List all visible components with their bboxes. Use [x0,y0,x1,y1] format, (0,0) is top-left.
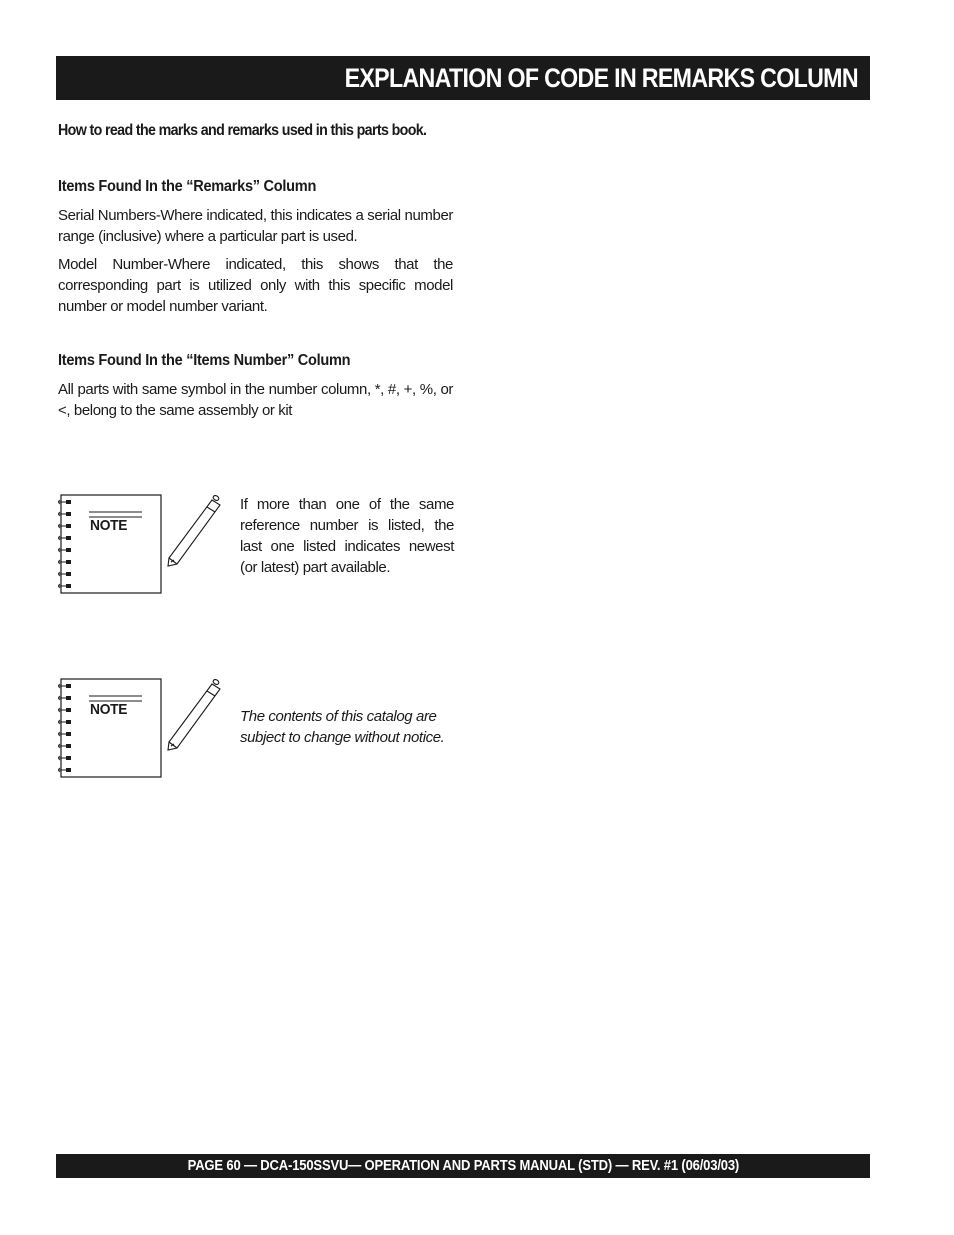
notepad-pencil-icon [56,676,226,780]
section-heading-remarks: Items Found In the “Remarks” Column [58,178,317,195]
note-label: NOTE [90,701,128,718]
note-text-reference-number: If more than one of the same reference number is listed, the last one listed indicates newest (or latest) part available. [240,496,454,576]
page-footer-text: PAGE 60 — DCA-150SSVU— OPERATION AND PARTS MANUAL (STD) — REV. #1 (06/03/03) [187,1158,739,1174]
page-header-bar [56,56,870,100]
notepad-pencil-icon [56,492,226,596]
intro-text: How to read the marks and remarks used in this parts book. [58,122,427,139]
paragraph-symbols: All parts with same symbol in the number column, *, #, +, %, or <, belong to the same assembly or kit [58,381,453,419]
page-footer-bar [56,1154,870,1178]
page-title: EXPLANATION OF CODE IN REMARKS COLUMN [344,62,858,93]
note-label: NOTE [90,517,128,534]
paragraph-model-number: Model Number-Where indicated, this shows that the corresponding part is utilized only with this specific model number or model number variant. [58,256,453,315]
paragraph-serial-numbers: Serial Numbers-Where indicated, this indicates a serial number range (inclusive) where a particular part is used. [58,207,453,245]
note-text-catalog-change: The contents of this catalog are subject to change without notice. [240,708,445,746]
section-heading-items-number: Items Found In the “Items Number” Column [58,352,351,369]
